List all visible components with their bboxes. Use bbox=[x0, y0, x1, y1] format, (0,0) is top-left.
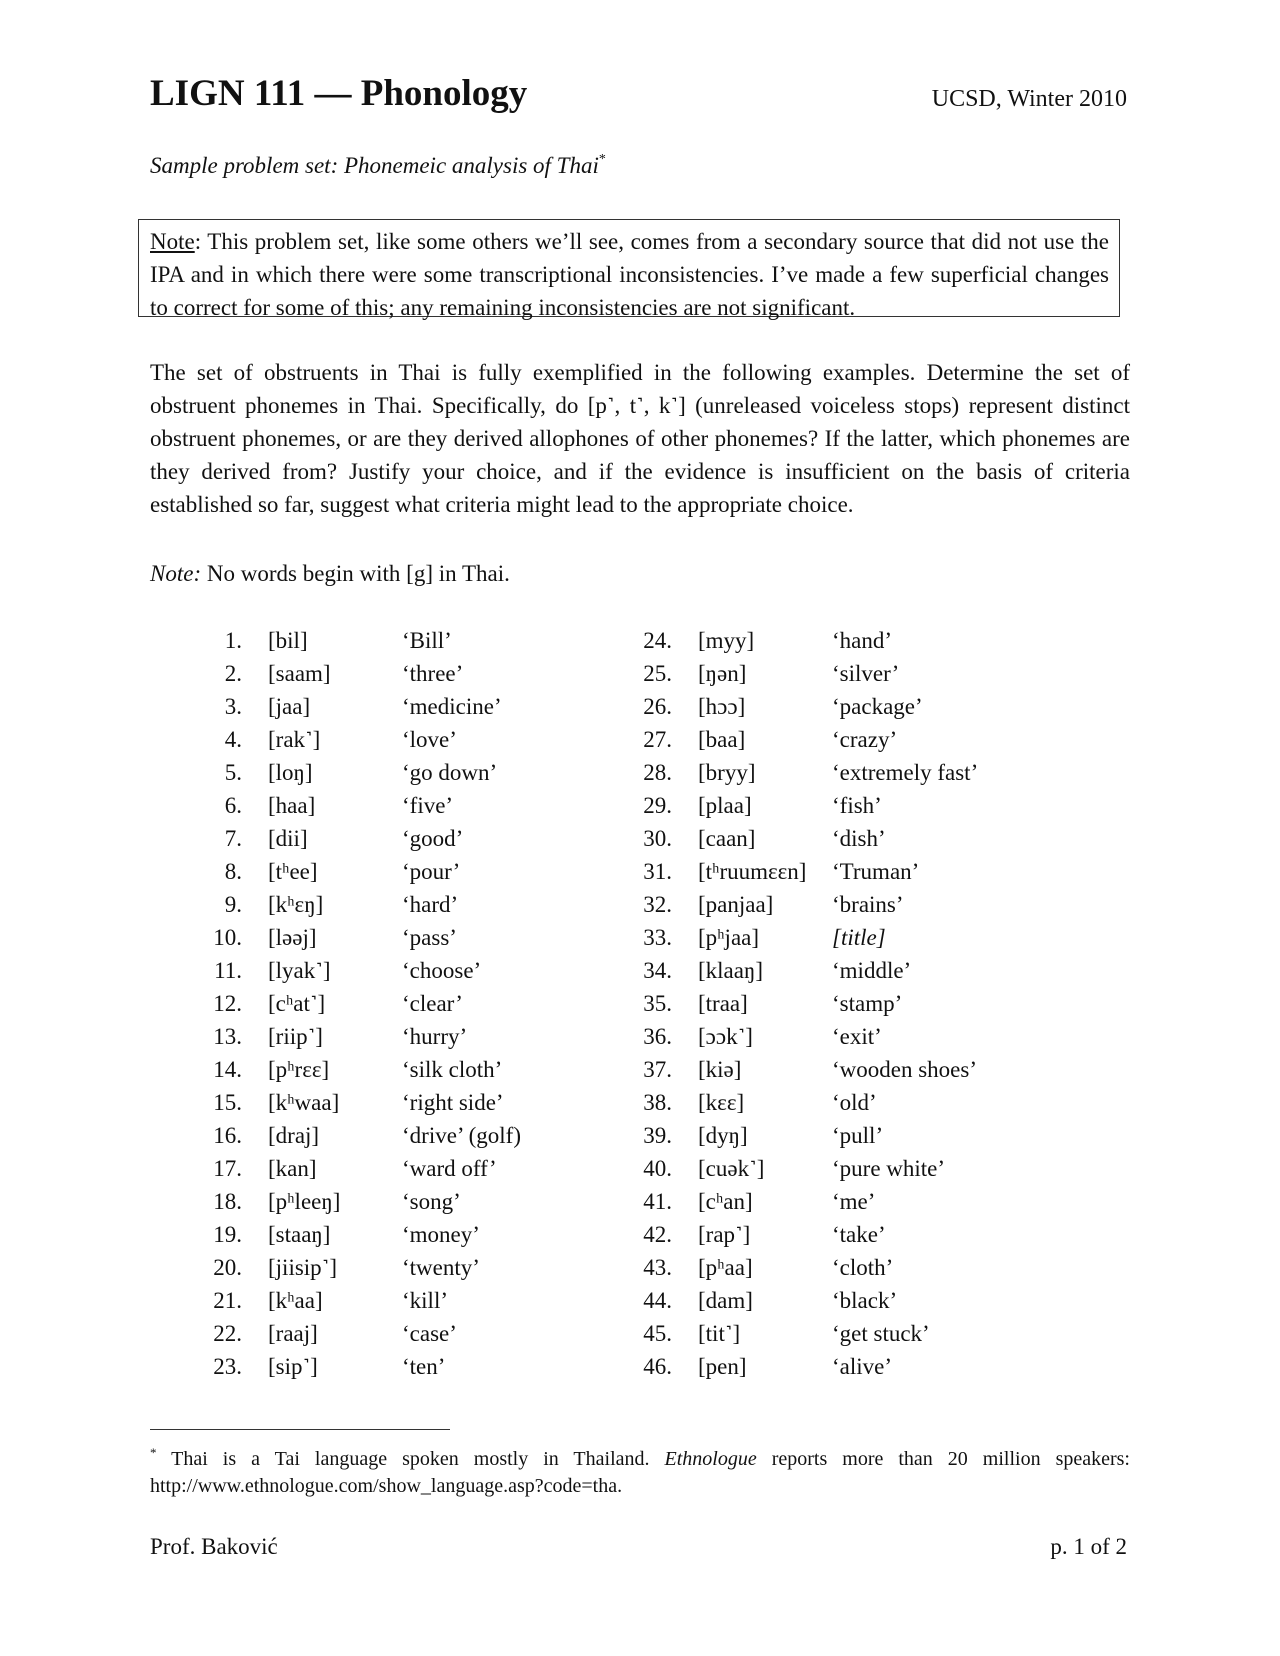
example-form: [jaa] bbox=[268, 694, 311, 719]
example-form: [kan] bbox=[268, 1156, 317, 1181]
example-gloss: ‘brains’ bbox=[832, 892, 904, 917]
example-gloss: ‘wooden shoes’ bbox=[832, 1057, 977, 1082]
example-form: [raaj] bbox=[268, 1321, 318, 1346]
example-gloss: ‘black’ bbox=[832, 1288, 898, 1313]
example-form: [pʰjaa] bbox=[698, 925, 760, 950]
example-number: 22. bbox=[213, 1321, 242, 1346]
example-form: [rap˺] bbox=[698, 1222, 751, 1247]
example-form: [kɛɛ] bbox=[698, 1090, 745, 1115]
example-form: [ŋən] bbox=[698, 661, 747, 686]
example-number: 7. bbox=[224, 826, 242, 851]
example-form: [baa] bbox=[698, 727, 746, 752]
example-form: [hɔɔ] bbox=[698, 694, 746, 719]
example-number: 14. bbox=[213, 1057, 242, 1082]
example-gloss: ‘package’ bbox=[832, 694, 923, 719]
example-form: [jiisip˺] bbox=[268, 1255, 337, 1280]
example-form: [klaaŋ] bbox=[698, 958, 764, 983]
example-gloss: ‘dish’ bbox=[832, 826, 886, 851]
example-number: 29. bbox=[643, 793, 672, 818]
example-gloss: ‘go down’ bbox=[402, 760, 498, 785]
example-gloss: ‘pure white’ bbox=[832, 1156, 946, 1181]
example-number: 26. bbox=[643, 694, 672, 719]
example-form: [kʰaa] bbox=[268, 1288, 323, 1313]
example-form: [pʰrɛɛ] bbox=[268, 1057, 330, 1082]
example-form: [saam] bbox=[268, 661, 331, 686]
example-gloss: ‘stamp’ bbox=[832, 991, 903, 1016]
example-gloss: ‘middle’ bbox=[832, 958, 912, 983]
note-box bbox=[138, 219, 1120, 320]
example-number: 5. bbox=[224, 760, 242, 785]
example-gloss: ‘medicine’ bbox=[402, 694, 502, 719]
example-form: [tit˺] bbox=[698, 1321, 741, 1346]
example-gloss: ‘fish’ bbox=[832, 793, 882, 818]
example-form: [cuək˺] bbox=[698, 1156, 765, 1181]
example-number: 44. bbox=[643, 1288, 672, 1313]
course-topic: Phonology bbox=[360, 73, 528, 114]
example-gloss: ‘cloth’ bbox=[832, 1255, 894, 1280]
example-number: 6. bbox=[224, 793, 242, 818]
example-gloss: ‘exit’ bbox=[832, 1024, 882, 1049]
example-gloss: ‘ten’ bbox=[402, 1354, 446, 1379]
example-number: 36. bbox=[643, 1024, 672, 1049]
example-form: [haa] bbox=[268, 793, 316, 818]
example-number: 9. bbox=[224, 892, 242, 917]
example-gloss: ‘money’ bbox=[402, 1222, 480, 1247]
example-gloss: ‘pass’ bbox=[402, 925, 457, 950]
example-number: 17. bbox=[213, 1156, 242, 1181]
example-gloss: ‘me’ bbox=[832, 1189, 876, 1214]
example-number: 18. bbox=[213, 1189, 242, 1214]
example-form: [cʰat˺] bbox=[268, 991, 326, 1016]
example-gloss: ‘take’ bbox=[832, 1222, 886, 1247]
example-number: 32. bbox=[643, 892, 672, 917]
example-number: 39. bbox=[643, 1123, 672, 1148]
example-gloss: ‘hurry’ bbox=[402, 1024, 468, 1049]
example-gloss: ‘extremely fast’ bbox=[832, 760, 979, 785]
example-number: 10. bbox=[213, 925, 242, 950]
example-form: [dyŋ] bbox=[698, 1123, 748, 1148]
example-gloss: ‘crazy’ bbox=[832, 727, 898, 752]
example-number: 3. bbox=[224, 694, 242, 719]
example-number: 8. bbox=[224, 859, 242, 884]
example-form: [ɔɔk˺] bbox=[698, 1024, 753, 1049]
note-text: : This problem set, like some others we’ll see, comes from a secondary source that did not use the IPA and in which there were some transcriptional inconsistencies. I’ve made a few superficial changes to correct for some of this; any remaining inconsistencies are not significant. bbox=[150, 229, 1109, 320]
example-gloss: ‘pour’ bbox=[402, 859, 461, 884]
example-number: 33. bbox=[643, 925, 672, 950]
example-gloss: ‘three’ bbox=[402, 661, 464, 686]
page-title bbox=[150, 72, 527, 115]
example-gloss: ‘five’ bbox=[402, 793, 454, 818]
example-number: 15. bbox=[213, 1090, 242, 1115]
example-gloss: ‘pull’ bbox=[832, 1123, 884, 1148]
example-number: 46. bbox=[643, 1354, 672, 1379]
example-gloss: ‘silver’ bbox=[832, 661, 900, 686]
example-number: 31. bbox=[643, 859, 672, 884]
footnote-marker: * bbox=[598, 152, 606, 167]
example-number: 34. bbox=[643, 958, 672, 983]
example-number: 21. bbox=[213, 1288, 242, 1313]
example-number: 2. bbox=[224, 661, 242, 686]
example-number: 37. bbox=[643, 1057, 672, 1082]
example-gloss: ‘twenty’ bbox=[402, 1255, 480, 1280]
example-number: 35. bbox=[643, 991, 672, 1016]
example-form: [bil] bbox=[268, 628, 308, 653]
title-dash: — bbox=[314, 73, 352, 114]
example-gloss: ‘choose’ bbox=[402, 958, 482, 983]
example-form: [pen] bbox=[698, 1354, 747, 1379]
note-label: Note bbox=[150, 229, 195, 254]
subtitle-text: Sample problem set: Phonemeic analysis of Thai bbox=[150, 153, 599, 178]
example-number: 16. bbox=[213, 1123, 242, 1148]
example-form: [myy] bbox=[698, 628, 755, 653]
example-gloss: [title] bbox=[832, 925, 886, 950]
example-form: [kʰɛŋ] bbox=[268, 892, 324, 917]
example-number: 40. bbox=[643, 1156, 672, 1181]
example-form: [riip˺] bbox=[268, 1024, 323, 1049]
example-number: 12. bbox=[213, 991, 242, 1016]
example-form: [bryy] bbox=[698, 760, 756, 785]
page-number: p. 1 of 2 bbox=[1050, 1534, 1127, 1559]
example-form: [panjaa] bbox=[698, 892, 774, 917]
course-code: LIGN 111 bbox=[150, 73, 306, 114]
example-gloss: ‘kill’ bbox=[402, 1288, 448, 1313]
author: Prof. Baković bbox=[150, 1534, 278, 1559]
example-form: [tʰee] bbox=[268, 859, 318, 884]
footnote bbox=[150, 1446, 1130, 1500]
example-gloss: ‘drive’ (golf) bbox=[402, 1123, 521, 1148]
example-number: 13. bbox=[213, 1024, 242, 1049]
example-form: [tʰruumɛɛn] bbox=[698, 859, 807, 884]
example-gloss: ‘ward off’ bbox=[402, 1156, 497, 1181]
example-form: [rak˺] bbox=[268, 727, 321, 752]
example-number: 1. bbox=[224, 628, 242, 653]
example-gloss: ‘old’ bbox=[832, 1090, 877, 1115]
footnote-text-end: reports more than 20 million speakers: http://www.ethnologue.com/show_language.asp?code=tha. bbox=[150, 1448, 1130, 1497]
example-form: [pʰaa] bbox=[698, 1255, 753, 1280]
footnote-mark: * bbox=[150, 1445, 157, 1460]
example-gloss: ‘Bill’ bbox=[402, 628, 452, 653]
footnote-source: Ethnologue bbox=[664, 1448, 757, 1470]
example-form: [plaa] bbox=[698, 793, 752, 818]
example-form: [lyak˺] bbox=[268, 958, 331, 983]
example-gloss: ‘silk cloth’ bbox=[402, 1057, 503, 1082]
example-form: [dii] bbox=[268, 826, 308, 851]
example-gloss: ‘Truman’ bbox=[832, 859, 920, 884]
example-number: 42. bbox=[643, 1222, 672, 1247]
example-number: 27. bbox=[643, 727, 672, 752]
onset-note-label: Note: bbox=[150, 561, 202, 586]
subtitle bbox=[150, 153, 606, 179]
example-gloss: ‘song’ bbox=[402, 1189, 461, 1214]
example-gloss: ‘right side’ bbox=[402, 1090, 504, 1115]
example-number: 28. bbox=[643, 760, 672, 785]
example-form: [kiə] bbox=[698, 1057, 742, 1082]
example-form: [staaŋ] bbox=[268, 1222, 331, 1247]
onset-note-text: No words begin with [g] in Thai. bbox=[201, 561, 510, 586]
example-form: [draj] bbox=[268, 1123, 320, 1148]
example-gloss: ‘hand’ bbox=[832, 628, 893, 653]
example-gloss: ‘case’ bbox=[402, 1321, 457, 1346]
example-form: [dam] bbox=[698, 1288, 753, 1313]
example-gloss: ‘clear’ bbox=[402, 991, 463, 1016]
example-gloss: ‘alive’ bbox=[832, 1354, 893, 1379]
example-number: 4. bbox=[224, 727, 242, 752]
example-form: [traa] bbox=[698, 991, 748, 1016]
example-number: 41. bbox=[643, 1189, 672, 1214]
example-form: [sip˺] bbox=[268, 1354, 318, 1379]
instructions-paragraph: The set of obstruents in Thai is fully exemplified in the following examples. Determine the set of obstruent phonemes in Thai. Specifically, do [p˺, t˺, k˺] (unreleased voiceless stops) represent distinct obstruent phonemes, or are they derived allophones of other phonemes? If the latter, which phonemes are they derived from? Justify your choice, and if the evidence is insufficient on the basis of criteria established so far, suggest what criteria might lead to the appropriate choice. bbox=[150, 360, 1130, 517]
term-label: UCSD, Winter 2010 bbox=[931, 86, 1127, 112]
example-gloss: ‘good’ bbox=[402, 826, 464, 851]
example-number: 23. bbox=[213, 1354, 242, 1379]
example-number: 45. bbox=[643, 1321, 672, 1346]
example-number: 25. bbox=[643, 661, 672, 686]
footnote-text-start: Thai is a Tai language spoken mostly in Thailand. bbox=[156, 1448, 665, 1470]
example-number: 20. bbox=[213, 1255, 242, 1280]
example-gloss: ‘hard’ bbox=[402, 892, 459, 917]
example-form: [caan] bbox=[698, 826, 756, 851]
example-form: [kʰwaa] bbox=[268, 1090, 340, 1115]
example-number: 24. bbox=[643, 628, 672, 653]
footnote-divider bbox=[150, 1429, 450, 1430]
example-number: 11. bbox=[214, 958, 242, 983]
example-number: 43. bbox=[643, 1255, 672, 1280]
example-form: [loŋ] bbox=[268, 760, 313, 785]
example-form: [cʰan] bbox=[698, 1189, 753, 1214]
onset-note bbox=[150, 561, 510, 587]
example-gloss: ‘get stuck’ bbox=[832, 1321, 930, 1346]
example-form: [ləəj] bbox=[268, 925, 317, 950]
example-number: 19. bbox=[213, 1222, 242, 1247]
example-form: [pʰleeŋ] bbox=[268, 1189, 341, 1214]
example-gloss: ‘love’ bbox=[402, 727, 457, 752]
example-number: 30. bbox=[643, 826, 672, 851]
example-number: 38. bbox=[643, 1090, 672, 1115]
